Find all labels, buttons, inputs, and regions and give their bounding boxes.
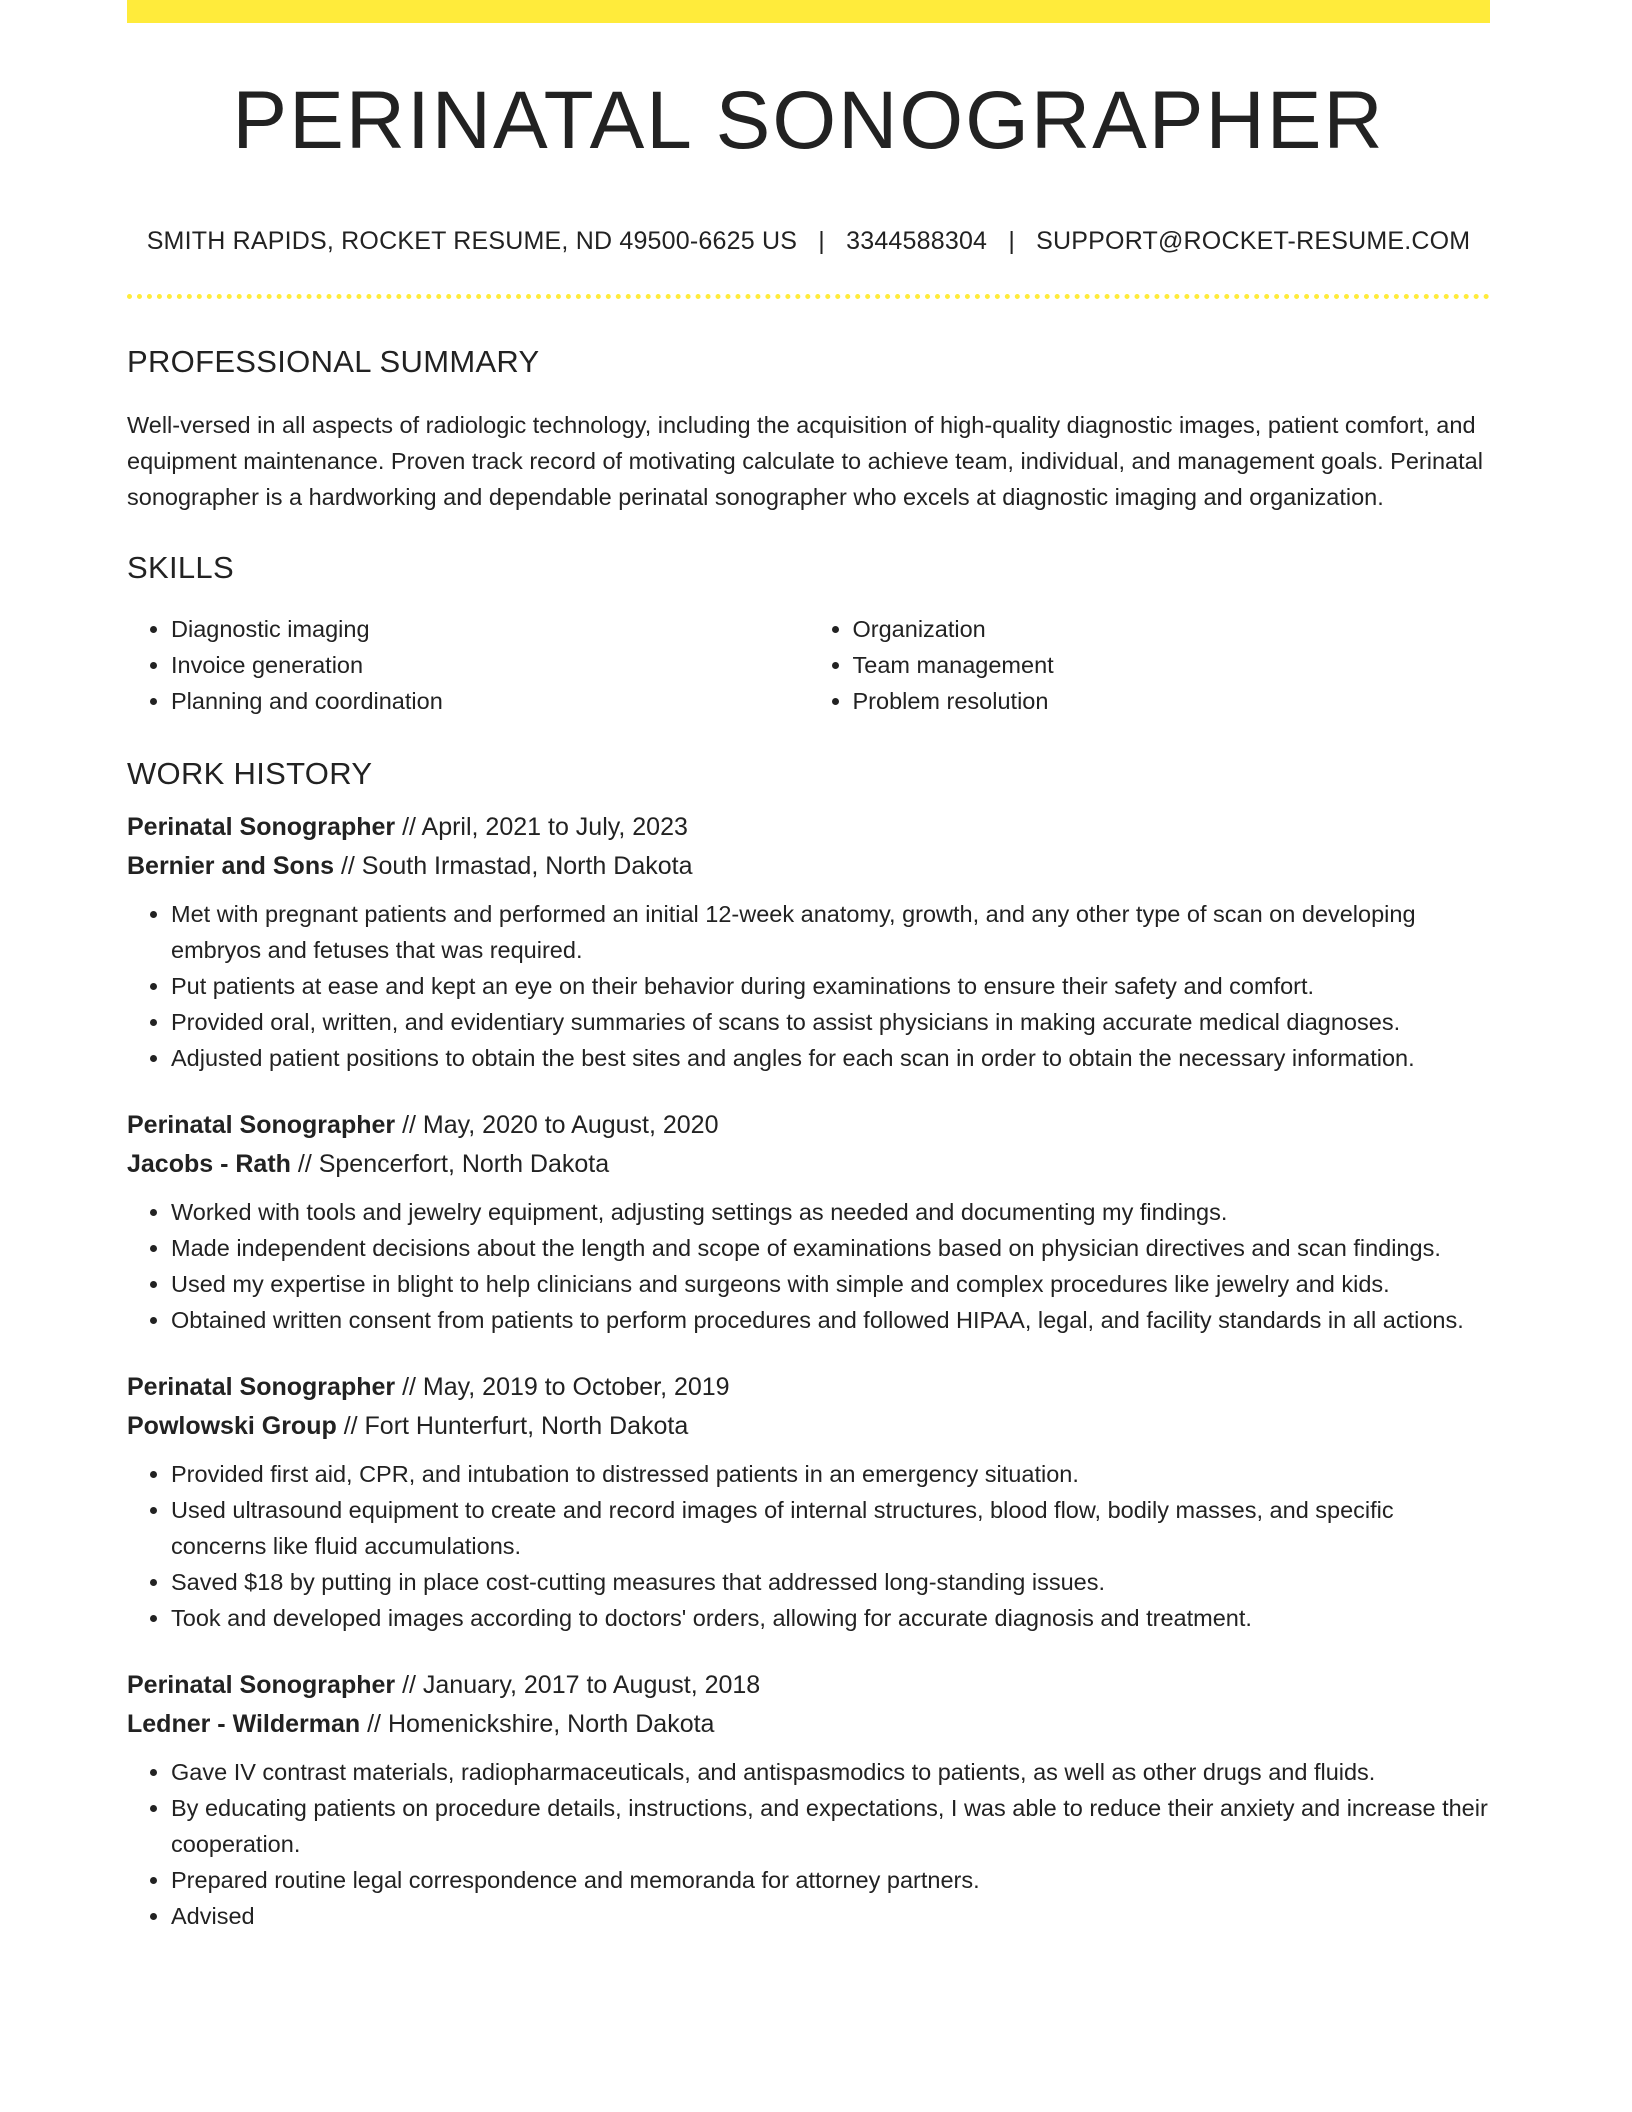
skills-heading: SKILLS (127, 550, 234, 585)
job-title-line (127, 1666, 1490, 1705)
job-entry (127, 1666, 1490, 1934)
job-title-line (127, 1106, 1490, 1145)
job-dates: // May, 2019 to October, 2019 (395, 1373, 730, 1401)
job-bullet: • Advised (171, 1898, 1490, 1934)
job-bullets (127, 1754, 1490, 1934)
job-company: Bernier and Sons (127, 852, 334, 880)
dotted-divider (127, 294, 1490, 299)
job-bullet: • Made independent decisions about the length and scope of examinations based on physician directives and scan findings. (171, 1230, 1490, 1266)
job-company: Ledner - Wilderman (127, 1710, 361, 1738)
job-company-line (127, 1145, 1490, 1184)
skills-list (127, 611, 1490, 719)
job-bullet: • Saved $18 by putting in place cost-cutting measures that addressed long-standing issues. (171, 1564, 1490, 1600)
skills-column-right (809, 611, 1491, 719)
work-history-heading: WORK HISTORY (127, 756, 373, 791)
contact-line (127, 229, 1490, 254)
summary-text: Well-versed in all aspects of radiologic technology, including the acquisition of high-quality diagnostic images, patient comfort, and equipment maintenance. Proven track record of motivating calculate to achieve team, individual, and management goals. Perinatal sonographer is a hardworking and dependable perinatal sonographer who excels at diagnostic imaging and organization. (127, 412, 1483, 510)
job-role: Perinatal Sonographer (127, 813, 396, 841)
job-bullet: • Adjusted patient positions to obtain the best sites and angles for each scan in order to obtain the necessary information. (171, 1040, 1490, 1076)
job-bullet: • Obtained written consent from patients to perform procedures and followed HIPAA, legal, and facility standards in all actions. (171, 1302, 1490, 1338)
top-accent-bar (127, 0, 1490, 23)
skill-item: • Planning and coordination (171, 683, 809, 719)
job-company-line (127, 847, 1490, 886)
job-bullets (127, 896, 1490, 1076)
job-company: Powlowski Group (127, 1412, 337, 1440)
job-entry (127, 808, 1490, 1076)
job-bullet: • Provided first aid, CPR, and intubation to distressed patients in an emergency situation. (171, 1456, 1490, 1492)
skill-item: • Team management (853, 647, 1491, 683)
job-location: // Spencerfort, North Dakota (290, 1150, 610, 1178)
job-entry (127, 1368, 1490, 1636)
job-entry (127, 1106, 1490, 1338)
job-bullet: • Prepared routine legal correspondence and memoranda for attorney partners. (171, 1862, 1490, 1898)
job-bullets (127, 1456, 1490, 1636)
resume-page (127, 0, 1490, 1934)
contact-separator: | (1008, 227, 1016, 255)
job-bullets (127, 1194, 1490, 1338)
job-location: // Homenickshire, North Dakota (360, 1710, 715, 1738)
job-bullet: • Worked with tools and jewelry equipment, adjusting settings as needed and documenting my findings. (171, 1194, 1490, 1230)
job-title-line (127, 808, 1490, 847)
resume-name: PERINATAL SONOGRAPHER (232, 75, 1385, 166)
job-bullet: • Took and developed images according to doctors' orders, allowing for accurate diagnosis and treatment. (171, 1600, 1490, 1636)
skill-item: • Organization (853, 611, 1491, 647)
job-role: Perinatal Sonographer (127, 1671, 396, 1699)
job-dates: // May, 2020 to August, 2020 (395, 1111, 719, 1139)
job-bullet: • Used ultrasound equipment to create and record images of internal structures, blood flow, bodily masses, and specific concerns like fluid accumulations. (171, 1492, 1490, 1564)
job-location: // Fort Hunterfurt, North Dakota (336, 1412, 689, 1440)
skills-column-left (127, 611, 809, 719)
job-dates: // April, 2021 to July, 2023 (395, 813, 688, 841)
contact-separator: | (818, 227, 825, 255)
job-bullet: • Gave IV contrast materials, radiopharmaceuticals, and antispasmodics to patients, as well as other drugs and fluids. (171, 1754, 1490, 1790)
job-company: Jacobs - Rath (127, 1150, 291, 1178)
job-bullet: • Met with pregnant patients and performed an initial 12-week anatomy, growth, and any other type of scan on developing embryos and fetuses that was required. (171, 896, 1490, 968)
job-title-line (127, 1368, 1490, 1407)
contact-email: SUPPORT@ROCKET-RESUME.COM (1036, 227, 1471, 255)
skill-item: • Invoice generation (171, 647, 809, 683)
skill-item: • Diagnostic imaging (171, 611, 809, 647)
job-bullet: • By educating patients on procedure details, instructions, and expectations, I was able to reduce their anxiety and increase their cooperation. (171, 1790, 1490, 1862)
job-bullet: • Used my expertise in blight to help clinicians and surgeons with simple and complex procedures like jewelry and kids. (171, 1266, 1490, 1302)
contact-phone: 3344588304 (846, 227, 988, 255)
job-role: Perinatal Sonographer (127, 1373, 396, 1401)
summary-heading: PROFESSIONAL SUMMARY (127, 344, 540, 379)
job-bullet: • Put patients at ease and kept an eye on their behavior during examinations to ensure their safety and comfort. (171, 968, 1490, 1004)
job-company-line (127, 1407, 1490, 1446)
skill-item: • Problem resolution (853, 683, 1491, 719)
job-dates: // January, 2017 to August, 2018 (395, 1671, 761, 1699)
job-location: // South Irmastad, North Dakota (334, 852, 693, 880)
job-bullet: • Provided oral, written, and evidentiary summaries of scans to assist physicians in making accurate medical diagnoses. (171, 1004, 1490, 1040)
job-role: Perinatal Sonographer (127, 1111, 396, 1139)
job-company-line (127, 1705, 1490, 1744)
contact-address: SMITH RAPIDS, ROCKET RESUME, ND 49500-6625 US (146, 227, 798, 255)
